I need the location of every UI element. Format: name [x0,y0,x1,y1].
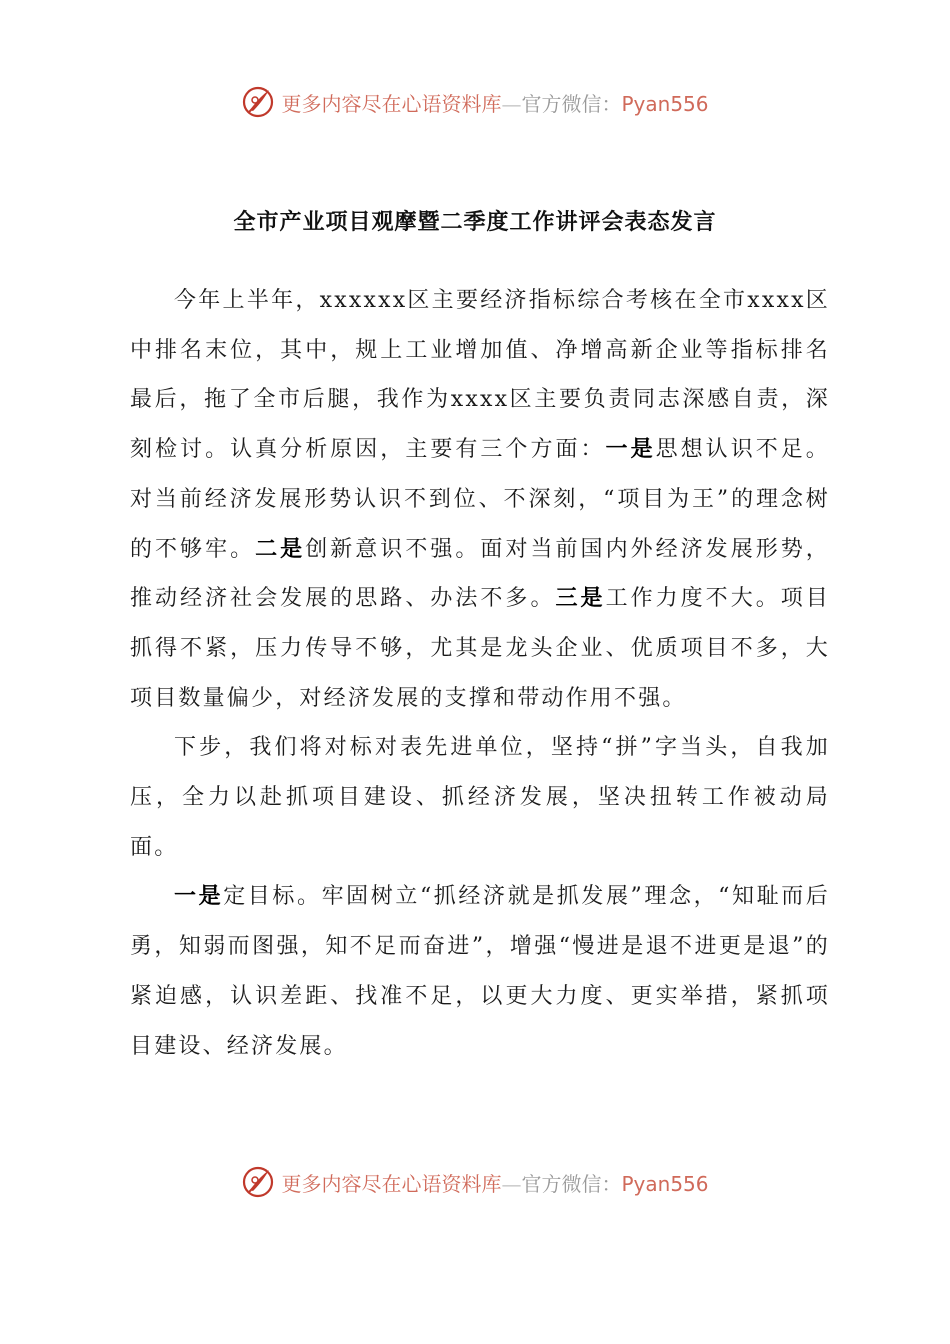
paragraph-2: 下步，我们将对标对表先进单位，坚持“拼”字当头，自我加压，全力以赴抓项目建设、抓经济发展，坚决扭转工作被动局面。 [130,735,830,860]
document-body [130,276,830,1071]
banner-text: 更多内容尽在心语资料库—官方微信：Pyan556 [281,1171,709,1196]
quill-pen-logo-icon [241,85,275,119]
quill-pen-logo-icon [241,1165,275,1199]
banner-text: 更多内容尽在心语资料库—官方微信：Pyan556 [281,91,709,116]
paragraph-1: 今年上半年，xxxxxx区主要经济指标综合考核在全市xxxx区中排名末位，其中，规上工业增加值、净增高新企业等指标排名最后，拖了全市后腿，我作为xxxx区主要负责同志深感自责，深刻检讨。认真分析原因，主要有三个方面：一是思想认识不足。对当前经济发展形势认识不到位、不深刻，“项目为王”的理念树的不够牢。二是创新意识不强。面对当前国内外经济发展形势，推动经济社会发展的思路、办法不多。三是工作力度不大。项目抓得不紧，压力传导不够，尤其是龙头企业、优质项目不多，大项目数量偏少，对经济发展的支撑和带动作用不强。 [130,288,830,711]
footer-banner [0,1162,950,1202]
document-title: 全市产业项目观摩暨二季度工作讲评会表态发言 [233,210,717,235]
wechat-id: Pyan556 [621,1171,709,1196]
paragraph-3: 一是定目标。牢固树立“抓经济就是抓发展”理念，“知耻而后勇，知弱而图强，知不足而奋进”，增强“慢进是退不进更是退”的紧迫感，认识差距、找准不足，以更大力度、更实举措，紧抓项目建设、经济发展。 [130,884,830,1059]
wechat-id: Pyan556 [621,91,709,116]
header-banner [0,82,950,122]
